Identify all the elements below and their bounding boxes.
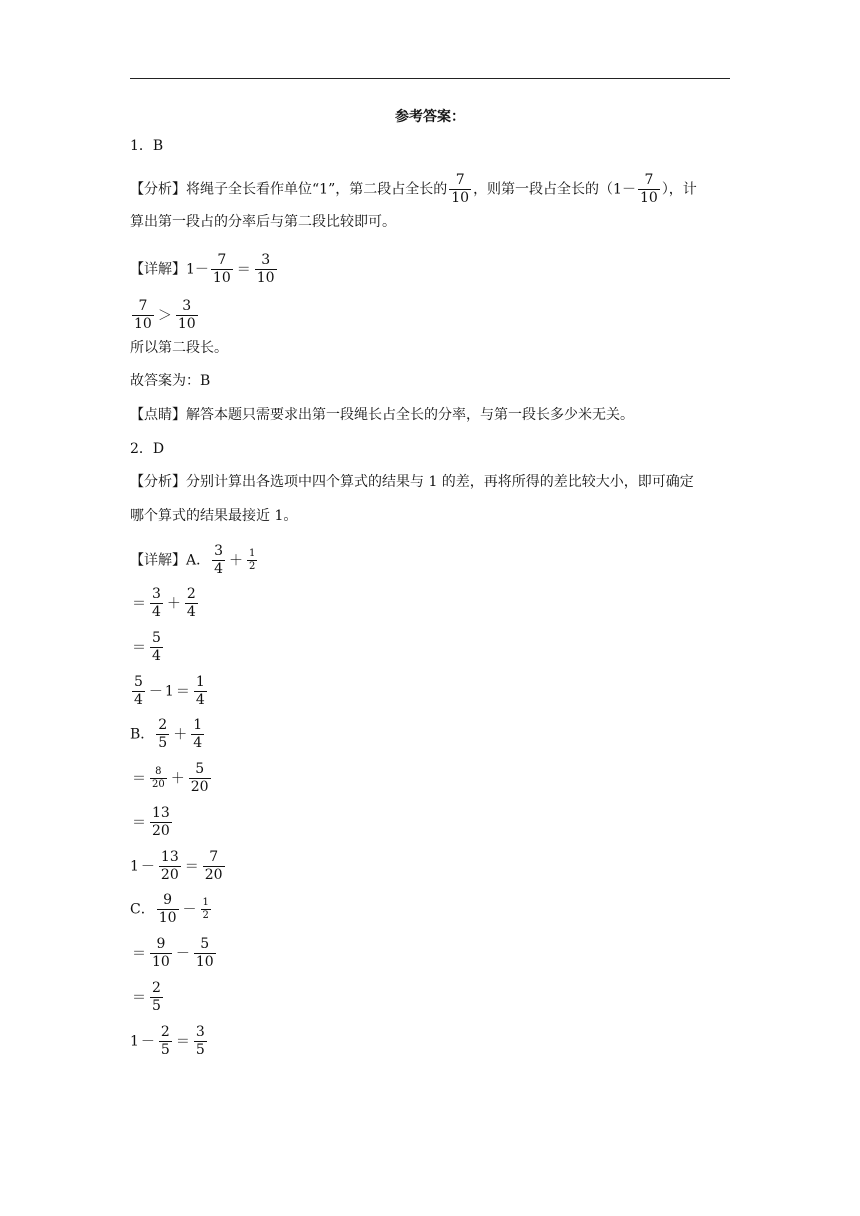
q2-heading: 2．D (130, 441, 165, 457)
q2-c-step1: ＝ $\frac{9}{10}$ － $\frac{5}{10}$ (132, 936, 214, 970)
q1-detail: 【详解】1－ $\frac{7}{10}$ ＝ $\frac{3}{10}$ (130, 252, 275, 286)
fraction-7-10: $\frac{7}{10}$ (134, 298, 152, 332)
q2-label-b: B． (130, 726, 155, 743)
fraction-1-2: $\frac{1}{2}$ (202, 897, 209, 921)
fraction-1-2: $\frac{1}{2}$ (249, 548, 256, 572)
fraction-7-20: $\frac{7}{20}$ (204, 849, 223, 883)
fraction-2-5: $\frac{2}{5}$ (152, 980, 161, 1014)
q2-label-c: C． (130, 901, 155, 918)
fraction-3-4: $\frac{3}{4}$ (214, 543, 224, 577)
q2-detail-label: 【详解】A． (130, 552, 211, 569)
q2-detail-a: 【详解】A． $\frac{3}{4}$ ＋ $\frac{1}{2}$ (130, 543, 256, 577)
q1-conclusion: 所以第二段长。 (130, 340, 228, 356)
fraction-5-4: $\frac{5}{4}$ (152, 630, 161, 664)
q2-a-step2: ＝ $\frac{5}{4}$ (132, 630, 161, 664)
q2-c-diff: 1 － $\frac{2}{5}$ ＝ $\frac{3}{5}$ (130, 1024, 205, 1058)
fraction-8-20: $\frac{8}{20}$ (152, 766, 165, 790)
fraction-2-5: $\frac{2}{5}$ (160, 1024, 170, 1058)
q1-heading: 1．B (130, 138, 164, 154)
fraction-3-10: $\frac{3}{10}$ (177, 298, 196, 332)
q1-analysis-line2: 算出第一段占的分率后与第二段比较即可。 (130, 214, 396, 230)
q1-comparison: $\frac{7}{10}$ ＞ $\frac{3}{10}$ (134, 298, 196, 332)
q1-analysis-tail: ），计 (661, 181, 697, 198)
page-title: 参考答案： (395, 109, 465, 125)
q1-analysis-prefix: 【分析】将绳子全长看作单位“1”，第二段占全长的 (130, 181, 448, 198)
q2-detail-c: C． $\frac{9}{10}$ － $\frac{1}{2}$ (130, 892, 209, 926)
q2-b-step1: ＝ $\frac{8}{20}$ ＋ $\frac{5}{20}$ (132, 761, 209, 795)
fraction-13-20: $\frac{13}{20}$ (152, 805, 170, 839)
q2-a-step1: ＝ $\frac{3}{4}$ ＋ $\frac{2}{4}$ (132, 586, 196, 620)
fraction-5-10: $\frac{5}{10}$ (195, 936, 214, 970)
fraction-2-5: $\frac{2}{5}$ (158, 717, 168, 751)
fraction-5-4: $\frac{5}{4}$ (134, 674, 143, 708)
fraction-3-5: $\frac{3}{5}$ (195, 1024, 205, 1058)
q2-detail-b: B． $\frac{2}{5}$ ＋ $\frac{1}{4}$ (130, 717, 203, 751)
fraction-3-10: $\frac{3}{10}$ (256, 252, 275, 286)
q1-analysis-mid: ，则第一段占全长的（1－ (473, 181, 636, 198)
q2-c-step2: ＝ $\frac{2}{5}$ (132, 980, 161, 1014)
fraction-1-4: $\frac{1}{4}$ (195, 674, 205, 708)
fraction-7-10: $\frac{7}{10}$ (212, 252, 231, 286)
fraction-3-4: $\frac{3}{4}$ (152, 586, 161, 620)
fraction-9-10: $\frac{9}{10}$ (152, 936, 170, 970)
fraction-9-10: $\frac{9}{10}$ (158, 892, 177, 926)
q2-b-step2: ＝ $\frac{13}{20}$ (132, 805, 170, 839)
q1-detail-label: 【详解】1－ (130, 261, 209, 278)
q1-comment: 【点睛】解答本题只需要求出第一段绳长占全长的分率，与第一段长多少米无关。 (130, 407, 634, 423)
q2-a-diff: $\frac{5}{4}$ － 1 ＝ $\frac{1}{4}$ (134, 674, 205, 708)
q1-analysis-line1 (130, 172, 697, 207)
fraction-2-4: $\frac{2}{4}$ (186, 586, 196, 620)
fraction-13-20: $\frac{13}{20}$ (160, 849, 179, 883)
q2-analysis-line2: 哪个算式的结果最接近 1。 (130, 508, 298, 524)
fraction-7-10: $\frac{7}{10}$ (639, 172, 658, 206)
fraction-7-10: $\frac{7}{10}$ (451, 172, 470, 206)
q2-b-diff: 1 － $\frac{13}{20}$ ＝ $\frac{7}{20}$ (130, 849, 223, 883)
fraction-5-20: $\frac{5}{20}$ (190, 761, 209, 795)
fraction-1-4: $\frac{1}{4}$ (193, 717, 203, 751)
header-rule (130, 78, 730, 79)
q2-analysis-line1: 【分析】分别计算出各选项中四个算式的结果与 1 的差，再将所得的差比较大小，即可确定 (130, 474, 694, 490)
q1-answer: 故答案为：B (130, 373, 211, 389)
